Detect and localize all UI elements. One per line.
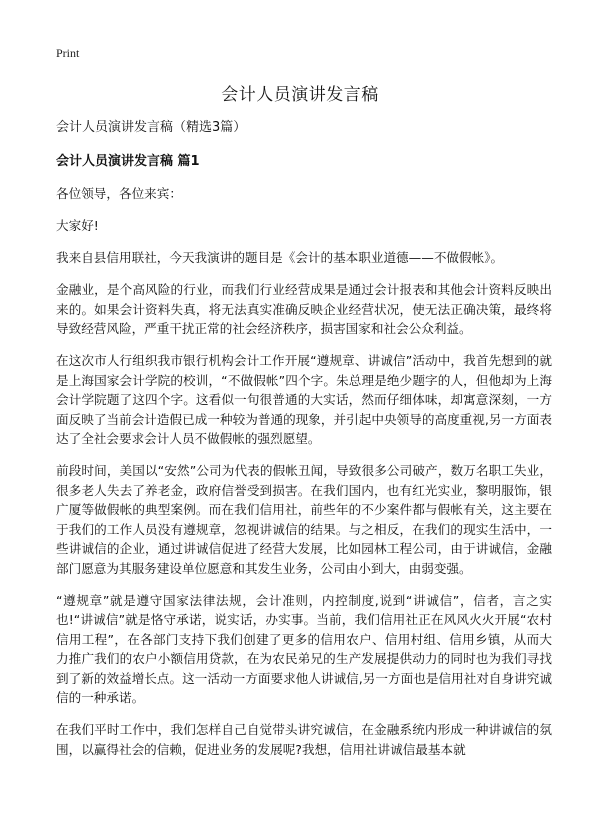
document-subtitle: 会计人员演讲发言稿（精选3篇） (56, 120, 247, 135)
paragraph: 在我们平时工作中，我们怎样自己自觉带头讲究诚信，在金融系统内形成一种讲诚信的氛围，以赢得社会的信赖，促进业务的发展呢?我想，信用社讲诚信最基本就 (56, 722, 552, 757)
document-title: 会计人员演讲发言稿 (221, 85, 379, 105)
paragraph: 金融业，是个高风险的行业，而我们行业经营成果是通过会计报表和其他会计资料反映出来的。如果会计资料失真，将无法真实准确反映企业经营状况，使无法正确决策，最终将导致经营风险，严重干扰正常的社会经济秩序，损害国家和社会公众利益。 (56, 282, 552, 336)
print-link[interactable]: Print (56, 46, 80, 60)
paragraph: 在这次市人行组织我市银行机构会计工作开展“遵规章、讲诚信”活动中，我首先想到的就是上海国家会计学院的校训，“不做假帐”四个字。朱总理是绝少题字的人，但他却为上海会计学院题了这四个字。这看似一句很普通的大实话，然而仔细体味，却寓意深刻，一方面反映了当前会计造假已成一种较为普通的现象，并引起中央领导的高度重视,另一方面表达了全社会要求会计人员不做假帐的强烈愿望。 (56, 353, 552, 446)
paragraph-greeting: 各位领导，各位来宾： (56, 186, 182, 201)
paragraph-intro: 我来自县信用联社，今天我演讲的题目是《会计的基本职业道德——不做假帐》。 (56, 250, 504, 265)
paragraph: 前段时间，美国以“安然”公司为代表的假帐丑闻，导致很多公司破产，数万名职工失业，很多老人失去了养老金，政府信誉受到损害。在我们国内，也有红光实业，黎明服饰，银广厦等做假帐的典型案例。而在我们信用社，前些年的不少案件都与假帐有关，这主要在于我们的工作人员没有遵规章，忽视讲诚信的结果。与之相反，在我们的现实生活中，一些讲诚信的企业，通过讲诚信促进了经营大发展，比如园林工程公司，由于讲诚信，金融部门愿意为其服务建设单位愿意和其发生业务，公司由小到大，由弱变强。 (56, 463, 552, 576)
document-body (56, 118, 552, 772)
paragraph: “遵规章”就是遵守国家法律法规，会计准则，内控制度,说到“讲诚信”，信者，言之实也!“讲诚信”就是恪守承诺，说实话，办实事。当前，我们信用社正在风风火火开展“农村信用工程”，在各部门支持下我们创建了更多的信用农户、信用村组、信用乡镇，从而大力推广我们的农户小额信用贷款，在为农民弟兄的生产发展提供动力的同时也为我们寻找到了新的效益增长点。这一活动一方面要求他人讲诚信,另一方面也是信用社对自身讲究诚信的一种承诺。 (56, 592, 552, 705)
paragraph-hello: 大家好! (56, 218, 99, 233)
section-heading: 会计人员演讲发言稿 篇1 (56, 154, 200, 169)
